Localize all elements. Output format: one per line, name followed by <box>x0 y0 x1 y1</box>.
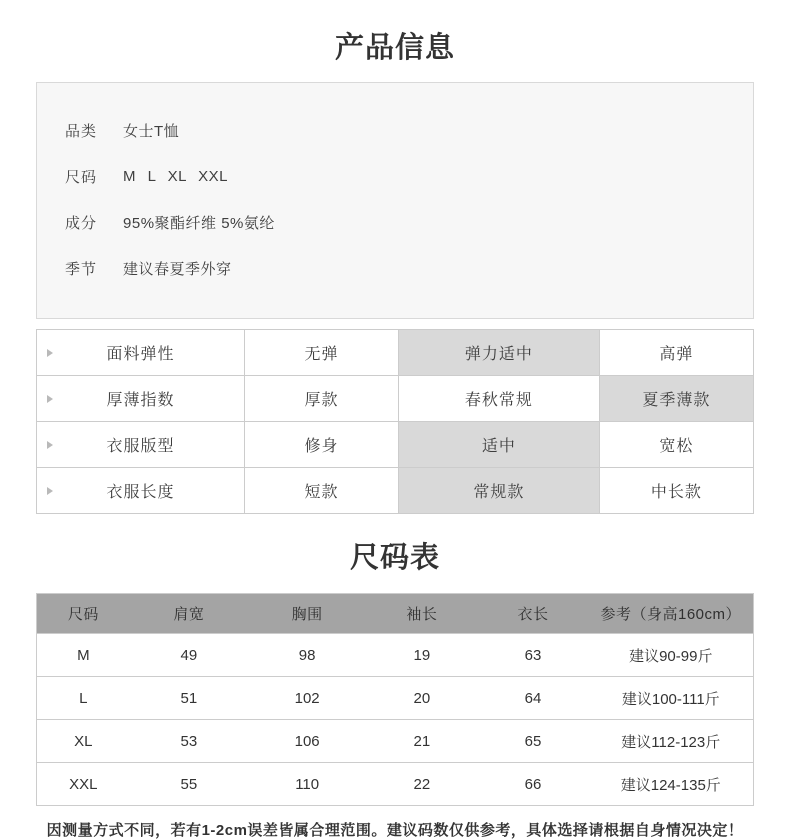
attribute-row-fit <box>37 422 754 468</box>
attribute-option-cell-selected: 夏季薄款 <box>599 376 753 422</box>
size-cell: L <box>37 677 130 720</box>
attribute-label-cell <box>37 468 245 514</box>
shoulder-cell: 51 <box>130 677 248 720</box>
arrow-right-icon <box>47 441 53 449</box>
attribute-label-cell <box>37 376 245 422</box>
bust-cell: 98 <box>248 634 366 677</box>
size-chart-table <box>36 593 754 806</box>
length-cell: 63 <box>477 634 588 677</box>
shoulder-cell: 53 <box>130 720 248 763</box>
size-cell: M <box>37 634 130 677</box>
info-value: 建议春夏季外穿 <box>123 260 232 278</box>
page-title: 产品信息 <box>334 32 455 64</box>
size-table-header-cell: 袖长 <box>366 594 477 634</box>
info-row-composition <box>65 199 725 245</box>
attribute-label: 面料弹性 <box>106 346 175 363</box>
arrow-right-icon <box>47 487 53 495</box>
size-table-header-cell: 胸围 <box>248 594 366 634</box>
info-value: M L XL XXL <box>123 167 228 185</box>
reference-cell: 建议124-135斤 <box>589 763 754 806</box>
attribute-option-cell: 短款 <box>244 468 398 514</box>
info-value: 95%聚酯纤维 5%氨纶 <box>123 214 275 232</box>
size-table-header-cell: 参考（身高160cm） <box>589 594 754 634</box>
size-table-row-m <box>37 634 754 677</box>
arrow-right-icon <box>47 395 53 403</box>
attribute-option-cell: 无弹 <box>244 330 398 376</box>
attribute-option-cell-selected: 弹力适中 <box>399 330 600 376</box>
size-cell: XL <box>37 720 130 763</box>
sleeve-cell: 22 <box>366 763 477 806</box>
shoulder-cell: 49 <box>130 634 248 677</box>
shoulder-cell: 55 <box>130 763 248 806</box>
size-table-header-cell: 衣长 <box>477 594 588 634</box>
attribute-row-elasticity <box>37 330 754 376</box>
size-table-header-cell: 尺码 <box>37 594 130 634</box>
attribute-option-cell: 中长款 <box>599 468 753 514</box>
reference-cell: 建议112-123斤 <box>589 720 754 763</box>
size-chart-title: 尺码表 <box>349 542 440 574</box>
attribute-option-cell: 宽松 <box>599 422 753 468</box>
bust-cell: 106 <box>248 720 366 763</box>
info-label: 成分 <box>65 214 98 232</box>
bust-cell: 102 <box>248 677 366 720</box>
attribute-row-length <box>37 468 754 514</box>
arrow-right-icon <box>47 349 53 357</box>
size-table-row-xl <box>37 720 754 763</box>
attribute-label-cell <box>37 330 245 376</box>
size-table-header-row <box>37 594 754 634</box>
info-label: 尺码 <box>65 168 98 186</box>
size-table-header-cell: 肩宽 <box>130 594 248 634</box>
reference-cell: 建议90-99斤 <box>589 634 754 677</box>
length-cell: 64 <box>477 677 588 720</box>
sleeve-cell: 21 <box>366 720 477 763</box>
info-row-season <box>65 245 725 291</box>
attribute-label: 厚薄指数 <box>106 392 175 409</box>
attribute-option-cell: 高弹 <box>599 330 753 376</box>
attribute-table <box>36 329 754 514</box>
attribute-label: 衣服长度 <box>106 484 175 501</box>
info-label: 季节 <box>65 260 98 278</box>
attribute-option-cell: 厚款 <box>244 376 398 422</box>
bust-cell: 110 <box>248 763 366 806</box>
length-cell: 66 <box>477 763 588 806</box>
info-row-sizes <box>65 153 725 199</box>
reference-cell: 建议100-111斤 <box>589 677 754 720</box>
size-table-row-xxl <box>37 763 754 806</box>
size-cell: XXL <box>37 763 130 806</box>
attribute-option-cell: 春秋常规 <box>399 376 600 422</box>
measurement-disclaimer: 因测量方式不同，若有1-2cm误差皆属合理范围。建议码数仅供参考，具体选择请根据自身情况决定！ <box>46 822 744 839</box>
info-label: 品类 <box>65 122 98 140</box>
sleeve-cell: 20 <box>366 677 477 720</box>
attribute-label: 衣服版型 <box>106 438 175 455</box>
attribute-label-cell <box>37 422 245 468</box>
attribute-option-cell: 修身 <box>244 422 398 468</box>
info-value: 女士T恤 <box>123 122 180 140</box>
length-cell: 65 <box>477 720 588 763</box>
attribute-row-thickness <box>37 376 754 422</box>
info-row-category <box>65 107 725 153</box>
attribute-option-cell-selected: 常规款 <box>399 468 600 514</box>
product-info-box <box>36 82 754 319</box>
attribute-option-cell-selected: 适中 <box>399 422 600 468</box>
size-table-row-l <box>37 677 754 720</box>
sleeve-cell: 19 <box>366 634 477 677</box>
